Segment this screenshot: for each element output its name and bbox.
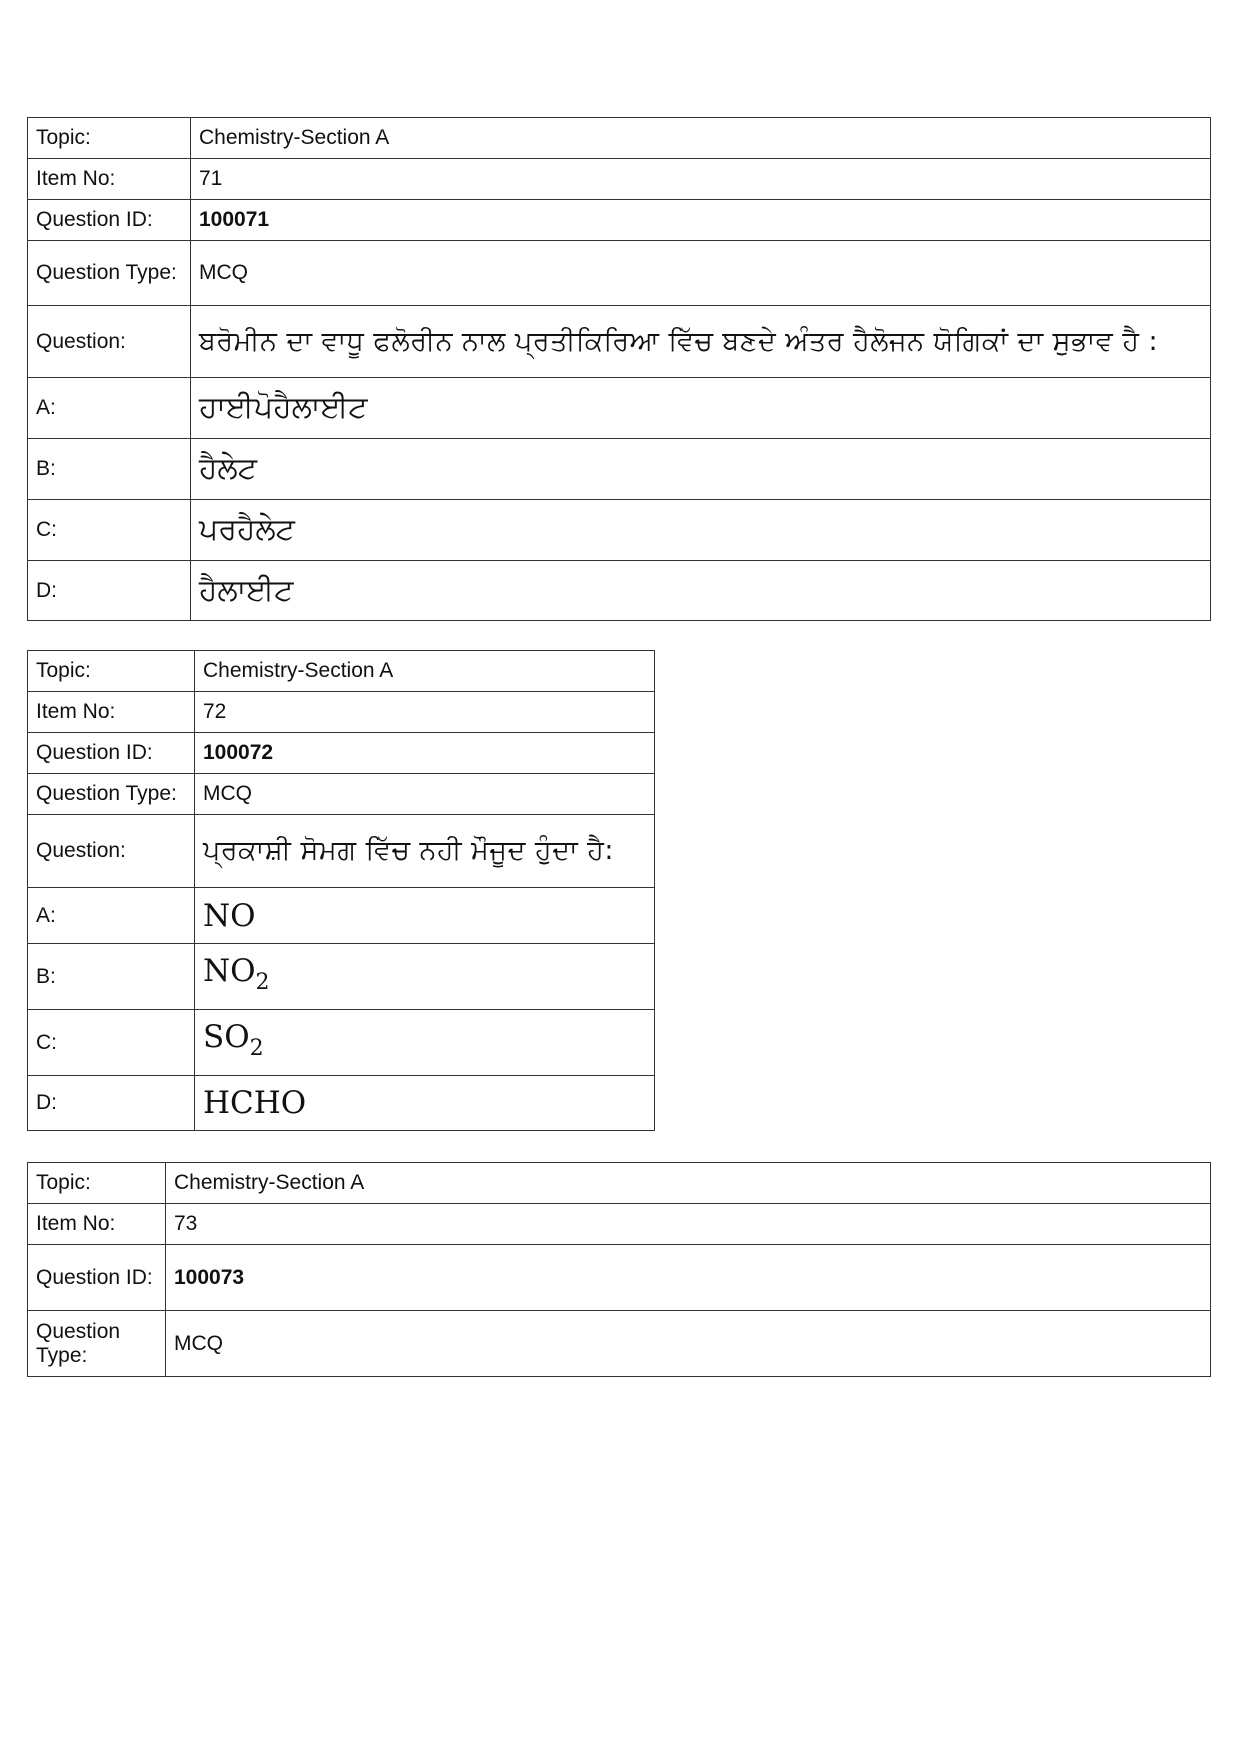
option-row-d (28, 561, 1211, 621)
option-a-label: A: (28, 378, 191, 439)
question-id-value: 100073 (166, 1245, 1211, 1311)
question-row (28, 306, 1211, 378)
option-c-formula-main: SO (203, 1018, 250, 1055)
topic-value: Chemistry-Section A (166, 1163, 1211, 1204)
question-id-value: 100072 (195, 733, 655, 774)
topic-label: Topic: (28, 118, 191, 159)
option-d-label: D: (28, 1076, 195, 1131)
option-b-label: B: (28, 944, 195, 1010)
topic-value: Chemistry-Section A (195, 651, 655, 692)
topic-value: Chemistry-Section A (191, 118, 1211, 159)
question-type-row (28, 1311, 1211, 1377)
option-d-text: ਹੈਲਾਈਟ (191, 561, 1211, 621)
option-d-label: D: (28, 561, 191, 621)
question-type-label: Question Type: (28, 1311, 166, 1377)
option-b-formula (195, 944, 655, 1010)
question-id-value: 100071 (191, 200, 1211, 241)
option-c-text: ਪਰਹੈਲੇਟ (191, 500, 1211, 561)
item-no-label: Item No: (28, 692, 195, 733)
option-a-text: ਹਾਈਪੋਹੈਲਾਈਟ (191, 378, 1211, 439)
question-id-row (28, 200, 1211, 241)
option-c-formula (195, 1010, 655, 1076)
item-no-label: Item No: (28, 1204, 166, 1245)
option-row-c (28, 1010, 655, 1076)
option-row-c (28, 500, 1211, 561)
option-b-label: B: (28, 439, 191, 500)
item-no-row (28, 692, 655, 733)
topic-label: Topic: (28, 1163, 166, 1204)
item-no-value: 72 (195, 692, 655, 733)
question-id-row (28, 733, 655, 774)
item-no-value: 71 (191, 159, 1211, 200)
question-table-71 (27, 117, 1211, 621)
option-b-formula-main: NO (203, 952, 256, 989)
option-row-d (28, 1076, 655, 1131)
option-row-a (28, 888, 655, 944)
option-a-label: A: (28, 888, 195, 944)
option-d-formula: HCHO (195, 1076, 655, 1131)
question-type-value: MCQ (191, 241, 1211, 306)
question-table-73 (27, 1162, 1211, 1377)
question-label: Question: (28, 815, 195, 888)
item-no-label: Item No: (28, 159, 191, 200)
question-id-row (28, 1245, 1211, 1311)
option-b-text: ਹੈਲੇਟ (191, 439, 1211, 500)
item-no-row (28, 159, 1211, 200)
topic-row (28, 651, 655, 692)
question-type-value: MCQ (166, 1311, 1211, 1377)
question-type-value: MCQ (195, 774, 655, 815)
option-c-formula-subscript: 2 (249, 1035, 264, 1061)
question-type-label: Question Type: (28, 241, 191, 306)
question-text: ਬਰੋਮੀਨ ਦਾ ਵਾਧੂ ਫਲੋਰੀਨ ਨਾਲ ਪ੍ਰਤੀਕਿਰਿਆ ਵਿੱਚ ਬਣਦੇ ਅੰਤਰ ਹੈਲੋਜਨ ਯੋਗਿਕਾਂ ਦਾ ਸੁਭਾਵ ਹੈ : (191, 306, 1211, 378)
item-no-row (28, 1204, 1211, 1245)
option-a-formula: NO (195, 888, 655, 944)
question-id-label: Question ID: (28, 733, 195, 774)
question-type-label: Question Type: (28, 774, 195, 815)
question-type-row (28, 774, 655, 815)
question-table-72 (27, 650, 655, 1131)
question-row (28, 815, 655, 888)
option-c-label: C: (28, 500, 191, 561)
question-id-label: Question ID: (28, 1245, 166, 1311)
topic-row (28, 118, 1211, 159)
question-type-row (28, 241, 1211, 306)
option-row-b (28, 944, 655, 1010)
question-id-label: Question ID: (28, 200, 191, 241)
option-b-formula-subscript: 2 (255, 969, 270, 995)
option-row-a (28, 378, 1211, 439)
option-c-label: C: (28, 1010, 195, 1076)
question-text: ਪ੍ਰਕਾਸ਼ੀ ਸੋਮਗ ਵਿੱਚ ਨਹੀ ਮੌਜੂਦ ਹੁੰਦਾ ਹੈ: (195, 815, 655, 888)
topic-label: Topic: (28, 651, 195, 692)
item-no-value: 73 (166, 1204, 1211, 1245)
option-row-b (28, 439, 1211, 500)
question-label: Question: (28, 306, 191, 378)
topic-row (28, 1163, 1211, 1204)
